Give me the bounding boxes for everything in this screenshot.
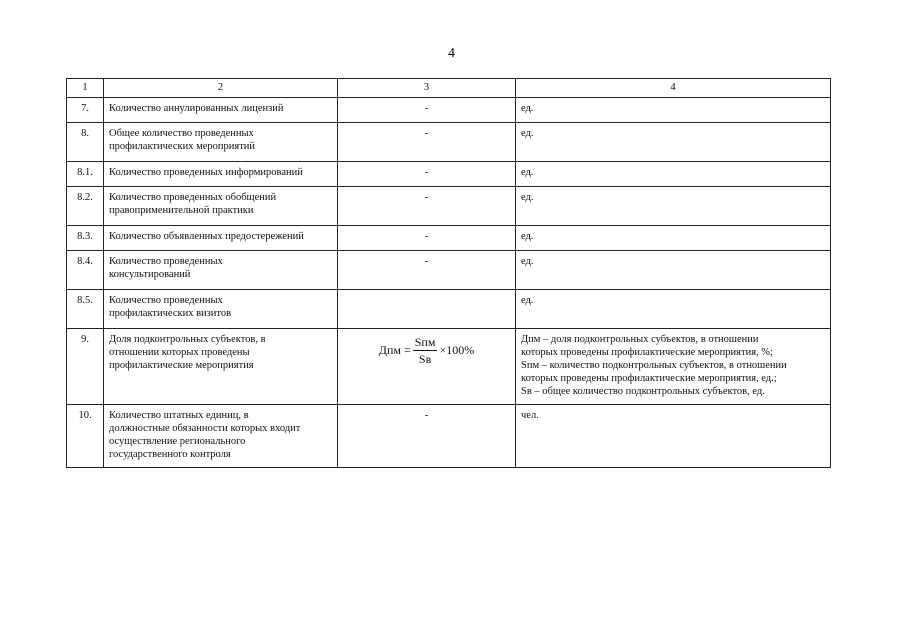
formula	[379, 335, 474, 366]
row-number-cell: 8.3.	[67, 226, 104, 251]
formula-numerator: Sпм	[414, 335, 436, 349]
table-row	[67, 162, 831, 187]
header-cell: 3	[338, 79, 516, 98]
indicator-name-line: Количество проведенных	[109, 295, 223, 306]
value-cell: -	[338, 98, 516, 123]
indicator-name-cell	[104, 98, 338, 123]
indicator-name-line: профилактических мероприятий	[109, 141, 256, 152]
row-number-cell: 10.	[67, 405, 104, 468]
table-row	[67, 123, 831, 162]
formula-legend-line: Дпм – доля подконтрольных субъектов, в отношении	[521, 334, 759, 345]
value-cell: -	[338, 405, 516, 468]
indicator-name-cell	[104, 187, 338, 226]
formula-rhs: ×100%	[439, 343, 475, 357]
table-row	[67, 329, 831, 405]
indicator-name-line: должностные обязанности которых входит	[109, 423, 301, 434]
value-cell: -	[338, 123, 516, 162]
row-number-cell: 8.5.	[67, 290, 104, 329]
page-number: 4	[448, 46, 455, 61]
header-cell: 2	[104, 79, 338, 98]
table-row	[67, 290, 831, 329]
row-number-cell: 8.2.	[67, 187, 104, 226]
indicator-name-line: Количество объявленных предостережений	[109, 231, 304, 242]
indicator-name-cell	[104, 162, 338, 187]
table-row	[67, 226, 831, 251]
value-cell: -	[338, 226, 516, 251]
unit-cell: ед.	[516, 187, 831, 226]
value-cell: -	[338, 162, 516, 187]
table-header-row	[67, 79, 831, 98]
indicator-table	[66, 78, 831, 468]
formula-legend-line: Sв – общее количество подконтрольных субъектов, ед.	[521, 386, 765, 397]
indicator-name-line: отношении которых проведены	[109, 347, 250, 358]
header-cell: 1	[67, 79, 104, 98]
row-number-cell: 8.4.	[67, 251, 104, 290]
indicator-name-line: Количество аннулированных лицензий	[109, 103, 284, 114]
indicator-name-cell	[104, 329, 338, 405]
table-row	[67, 187, 831, 226]
indicator-name-line: Количество проведенных обобщений	[109, 192, 277, 203]
formula-legend-line: которых проведены профилактические мероприятия, %;	[521, 347, 773, 358]
indicator-name-cell	[104, 290, 338, 329]
table-row	[67, 251, 831, 290]
indicator-name-line: государственного контроля	[109, 449, 231, 460]
indicator-name-cell	[104, 251, 338, 290]
formula-legend-line: Sпм – количество подконтрольных субъектов, в отношении	[521, 360, 787, 371]
unit-cell: чел.	[516, 405, 831, 468]
unit-cell: ед.	[516, 162, 831, 187]
indicator-name-line: консультирований	[109, 269, 191, 280]
row-number-cell: 8.	[67, 123, 104, 162]
unit-cell: ед.	[516, 290, 831, 329]
indicator-name-line: правоприменительной практики	[109, 205, 254, 216]
value-cell: -	[338, 251, 516, 290]
indicator-name-cell	[104, 226, 338, 251]
row-number-cell: 8.1.	[67, 162, 104, 187]
header-cell: 4	[516, 79, 831, 98]
formula-legend-cell	[516, 329, 831, 405]
indicator-name-line: Доля подконтрольных субъектов, в	[109, 334, 266, 345]
indicator-name-line: профилактические мероприятия	[109, 360, 254, 371]
indicator-name-line: Количество проведенных информирований	[109, 167, 303, 178]
unit-cell: ед.	[516, 123, 831, 162]
indicator-name-cell	[104, 123, 338, 162]
unit-cell: ед.	[516, 98, 831, 123]
table-row	[67, 405, 831, 468]
formula-cell	[338, 329, 516, 405]
indicator-name-line: Количество проведенных	[109, 256, 223, 267]
indicator-name-line: осуществление регионального	[109, 436, 246, 447]
value-cell	[338, 290, 516, 329]
row-number-cell: 7.	[67, 98, 104, 123]
table-row	[67, 98, 831, 123]
value-cell: -	[338, 187, 516, 226]
unit-cell: ед.	[516, 251, 831, 290]
formula-fraction	[413, 335, 438, 366]
formula-lhs: Дпм =	[378, 343, 411, 357]
unit-cell: ед.	[516, 226, 831, 251]
row-number-cell: 9.	[67, 329, 104, 405]
formula-legend-line: которых проведены профилактические мероприятия, ед.;	[521, 373, 777, 384]
indicator-name-line: Общее количество проведенных	[109, 128, 254, 139]
indicator-name-line: Количество штатных единиц, в	[109, 410, 249, 421]
indicator-name-line: профилактических визитов	[109, 308, 232, 319]
indicator-name-cell	[104, 405, 338, 468]
formula-denominator: Sв	[418, 352, 432, 366]
